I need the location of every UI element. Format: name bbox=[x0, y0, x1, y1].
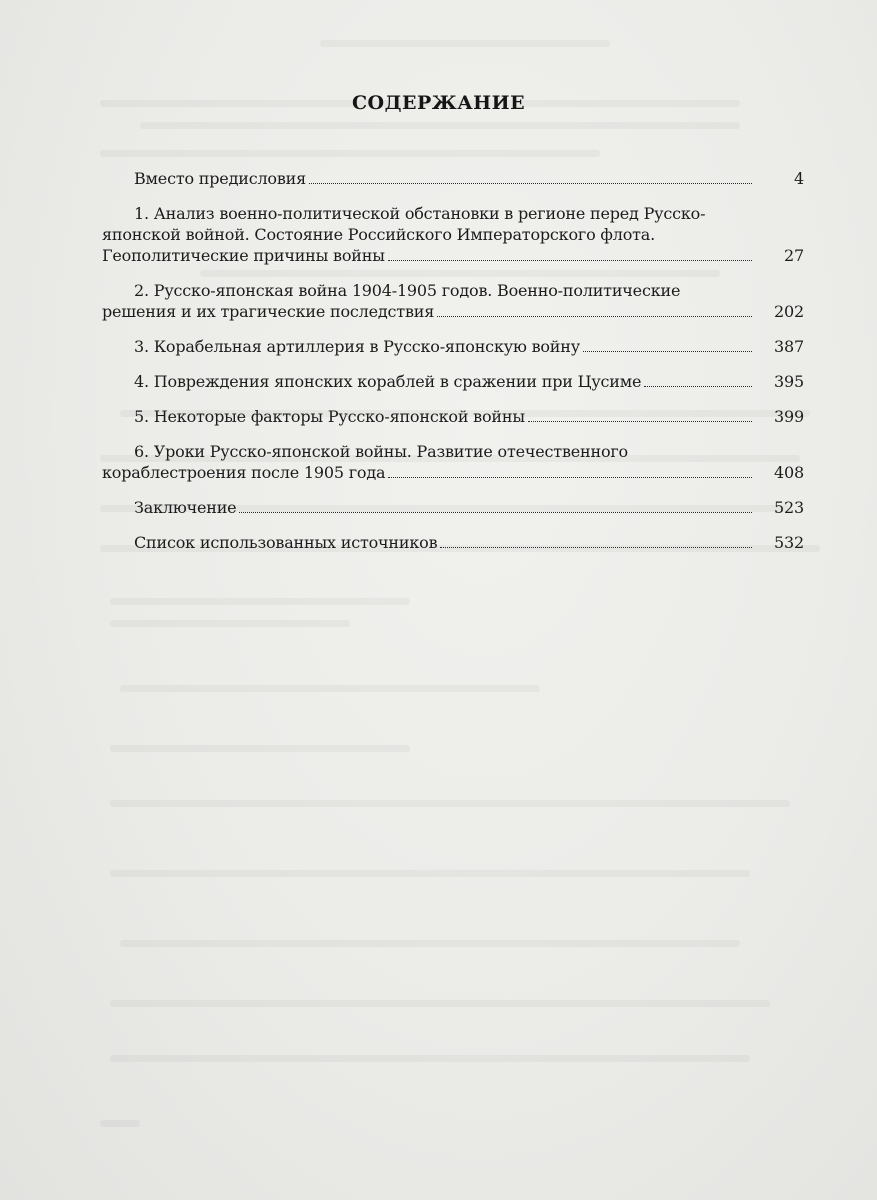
toc-entry-title: 3. Корабельная артиллерия в Русско-японскую войну bbox=[134, 337, 580, 356]
table-of-contents bbox=[102, 168, 804, 567]
dot-leader bbox=[437, 316, 752, 317]
dot-leader bbox=[440, 547, 752, 548]
dot-leader bbox=[388, 477, 752, 478]
dot-leader bbox=[388, 260, 752, 261]
toc-page-number: 395 bbox=[774, 372, 804, 391]
toc-entry bbox=[102, 532, 804, 553]
toc-entry bbox=[102, 336, 804, 357]
toc-entry bbox=[102, 168, 804, 189]
toc-page-number: 523 bbox=[774, 498, 804, 517]
toc-entry-title: Заключение bbox=[134, 498, 237, 517]
toc-page-number: 4 bbox=[794, 169, 804, 188]
toc-entry bbox=[102, 406, 804, 427]
toc-entry bbox=[102, 441, 804, 483]
toc-entry-line: 1. Анализ военно-политической обстановки в регионе перед Русско- bbox=[134, 204, 706, 223]
dot-leader bbox=[528, 421, 752, 422]
toc-entry bbox=[102, 280, 804, 322]
toc-entry-title: Геополитические причины войны bbox=[102, 246, 385, 265]
toc-entry-title: Список использованных источников bbox=[134, 533, 438, 552]
toc-entry-line: 2. Русско-японская война 1904-1905 годов. Военно-политические bbox=[134, 281, 681, 300]
toc-entry bbox=[102, 371, 804, 392]
toc-page-number: 387 bbox=[774, 337, 804, 356]
toc-page-number: 399 bbox=[774, 407, 804, 426]
toc-entry-title: решения и их трагические последствия bbox=[102, 302, 435, 321]
toc-entry-title: 4. Повреждения японских кораблей в сражении при Цусиме bbox=[134, 372, 642, 391]
dot-leader bbox=[309, 183, 752, 184]
dot-leader bbox=[583, 351, 752, 352]
toc-page-number: 202 bbox=[774, 302, 804, 321]
toc-page-number: 408 bbox=[774, 463, 804, 482]
dot-leader bbox=[644, 386, 752, 387]
toc-entry bbox=[102, 497, 804, 518]
toc-entry-title: Вместо предисловия bbox=[134, 169, 307, 188]
toc-entry-line: 6. Уроки Русско-японской войны. Развитие отечественного bbox=[134, 442, 628, 461]
toc-entry-title: кораблестроения после 1905 года bbox=[102, 463, 386, 482]
toc-page-number: 532 bbox=[774, 533, 804, 552]
toc-entry-line: японской войной. Состояние Российского Императорского флота. bbox=[102, 225, 656, 244]
toc-page-number: 27 bbox=[784, 246, 804, 265]
page-title: СОДЕРЖАНИЕ bbox=[351, 92, 526, 114]
toc-entry-title: 5. Некоторые факторы Русско-японской войны bbox=[134, 407, 525, 426]
dot-leader bbox=[239, 512, 752, 513]
toc-entry bbox=[102, 203, 804, 266]
